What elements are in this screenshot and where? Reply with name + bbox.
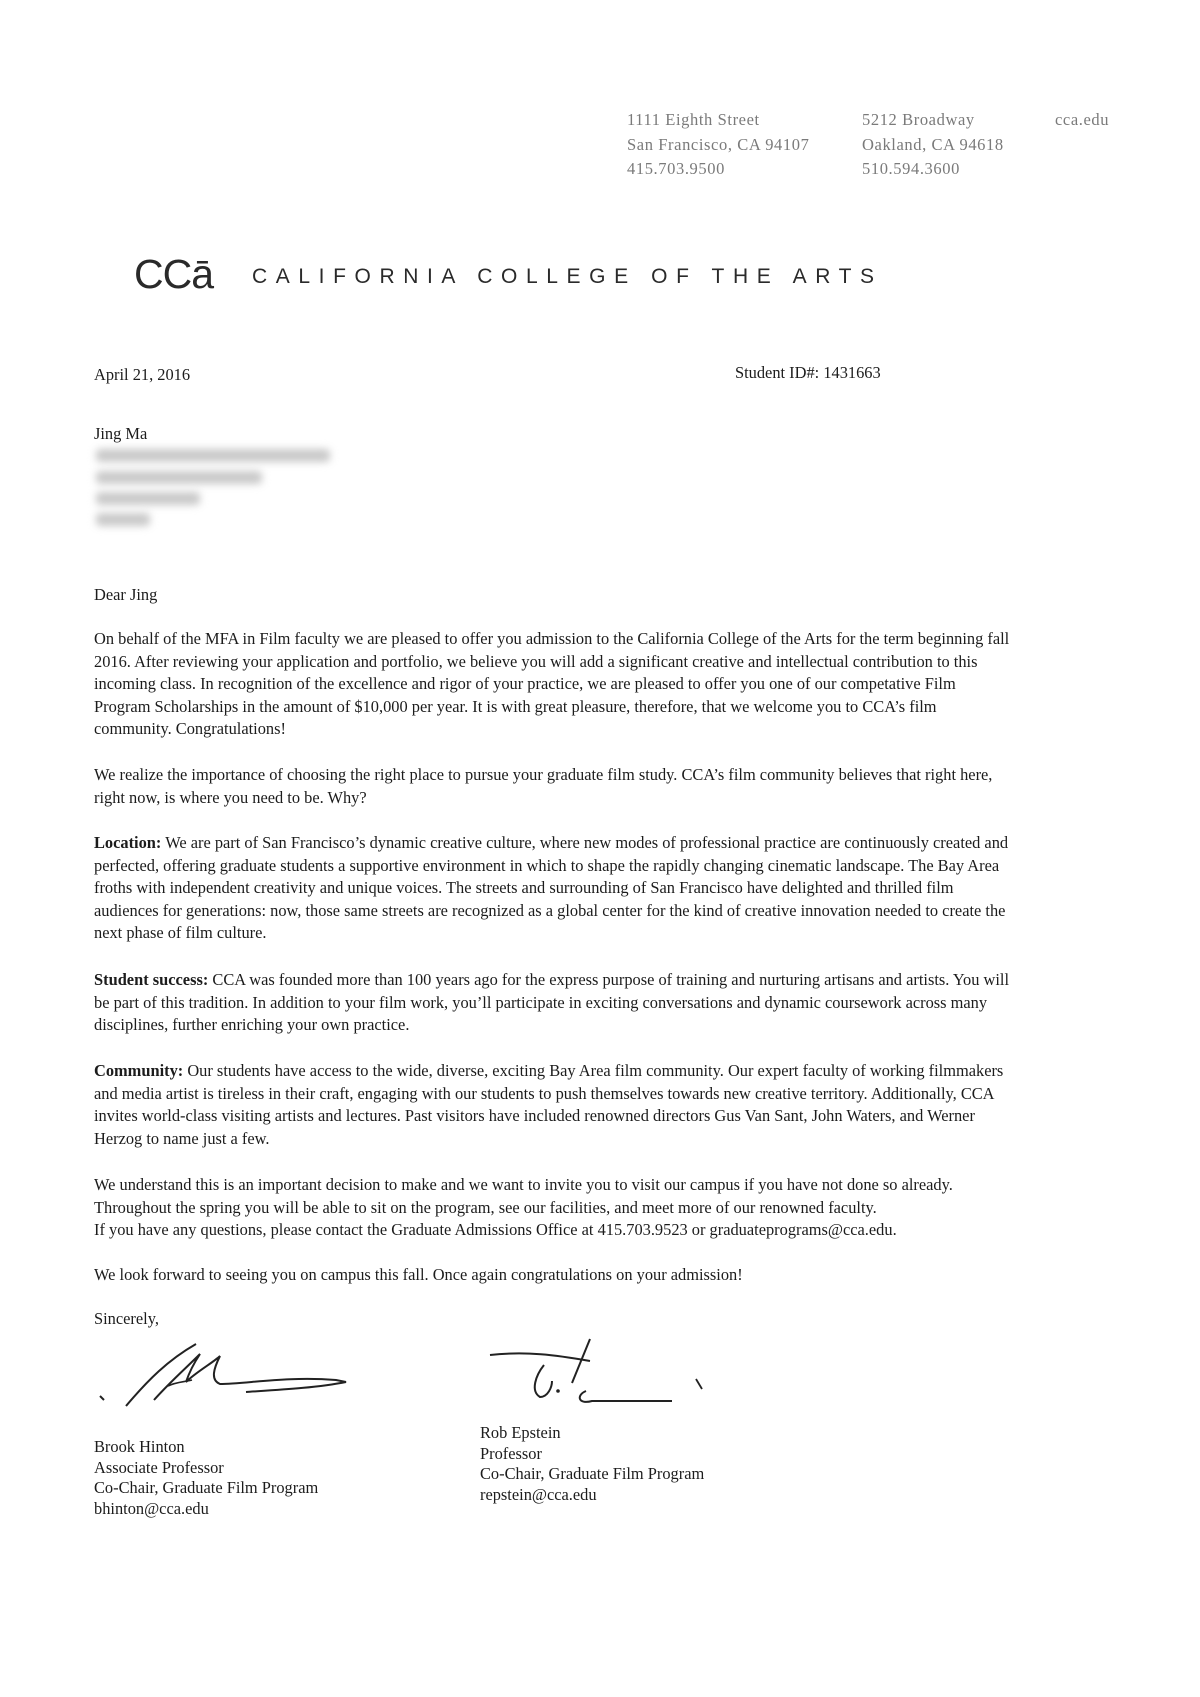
paragraph-student-success — [94, 969, 1014, 1037]
redacted-line — [96, 471, 262, 484]
signatory-title: Associate Professor — [94, 1457, 224, 1477]
paragraph-why: We realize the importance of choosing the right place to pursue your graduate film study. CCA’s film community believes that right here, right now, is where you need to be. Why? — [94, 765, 993, 807]
visit-line-1: We understand this is an important decision to make and we want to invite you to visit our campus if you have not done so already. — [94, 1175, 953, 1194]
redacted-line — [96, 513, 150, 526]
student-success-text: CCA was founded more than 100 years ago for the express purpose of training and nurturing artisans and artists. You will be part of this tradition. In addition to your film work, you’ll participate in exciting conversations and dynamic coursework across many disciplines, further enriching your own practice. — [94, 970, 1010, 1035]
recipient-name: Jing Ma — [94, 424, 148, 443]
website: cca.edu — [1055, 110, 1110, 129]
oakland-phone: 510.594.3600 — [862, 159, 960, 178]
visit-line-2: Throughout the spring you will be able to sit on the program, see our facilities, and meet more of our renowned faculty. — [94, 1197, 877, 1217]
paragraph-community — [94, 1060, 1014, 1150]
signatory-name: Rob Epstein — [480, 1423, 561, 1442]
sf-city: San Francisco, CA 94107 — [627, 134, 810, 154]
oakland-city: Oakland, CA 94618 — [862, 134, 1004, 154]
signatory-role: Co-Chair, Graduate Film Program — [480, 1464, 705, 1483]
signatory-email: bhinton@cca.edu — [94, 1498, 209, 1518]
signatory-title: Professor — [480, 1443, 542, 1463]
closing: Sincerely, — [94, 1309, 159, 1328]
student-id: Student ID#: 1431663 — [735, 363, 881, 382]
visit-line-3: If you have any questions, please contact the Graduate Admissions Office at 415.703.9523 or graduateprograms@cca.edu. — [94, 1220, 897, 1240]
redacted-line — [96, 449, 330, 462]
signature-rob-epstein — [486, 1335, 716, 1425]
community-label: Community: — [94, 1061, 184, 1080]
redacted-line — [96, 492, 200, 505]
signatory-role: Co-Chair, Graduate Film Program — [94, 1478, 319, 1497]
paragraph-offer: On behalf of the MFA in Film faculty we are pleased to offer you admission to the California College of the Arts for the term beginning fall 2016. After reviewing your application and portfolio, we believe you will add a significant creative and intellectual contribution to this incoming class. In recognition of the excellence and rigor of your practice, we are pleased to offer you one of our competative Film Program Scholarships in the amount of $10,000 per year. It is with great pleasure, therefore, that we welcome you to CCA’s film community. Congratulations! — [94, 629, 1010, 739]
paragraph-visit — [94, 1174, 1054, 1242]
sf-address — [627, 108, 809, 182]
community-text: Our students have access to the wide, diverse, exciting Bay Area film community. Our expert faculty of working filmmakers and media artist is tireless in their craft, engaging with our students to push themselves towards new creative territory. Additionally, CCA invites world-class visiting artists and lectures. Past visitors have included renowned directors Gus Van Sant, John Waters, and Werner Herzog to name just a few. — [94, 1061, 1004, 1148]
oakland-address — [862, 108, 1004, 182]
salutation: Dear Jing — [94, 585, 158, 604]
signatory-1 — [94, 1437, 318, 1519]
signature-brook-hinton — [96, 1340, 356, 1420]
sf-phone: 415.703.9500 — [627, 159, 725, 178]
signatory-2 — [480, 1423, 704, 1505]
student-success-label: Student success: — [94, 970, 209, 989]
paragraph-location — [94, 832, 1014, 945]
location-label: Location: — [94, 833, 162, 852]
location-text: We are part of San Francisco’s dynamic creative culture, where new modes of professional practice are continuously created and perfected, offering graduate students a supportive environment in which to shape the rapidly changing cinematic landscape. The Bay Area froths with independent creativity and unique voices. The streets and surrounding of San Francisco have delighted and thrilled film audiences for generations: now, those same streets are recognized as a global center for the kind of creative innovation needed to create the next phase of film culture. — [94, 833, 1009, 943]
paragraph-closing: We look forward to seeing you on campus this fall. Once again congratulations on your admission! — [94, 1265, 743, 1284]
signatory-email: repstein@cca.edu — [480, 1484, 597, 1504]
oakland-street: 5212 Broadway — [862, 110, 975, 129]
signatory-name: Brook Hinton — [94, 1437, 185, 1456]
college-name: CALIFORNIA COLLEGE OF THE ARTS — [252, 265, 883, 288]
letter-date: April 21, 2016 — [94, 365, 191, 384]
cca-logo-mark: CCā — [134, 251, 214, 297]
sf-street: 1111 Eighth Street — [627, 110, 760, 129]
